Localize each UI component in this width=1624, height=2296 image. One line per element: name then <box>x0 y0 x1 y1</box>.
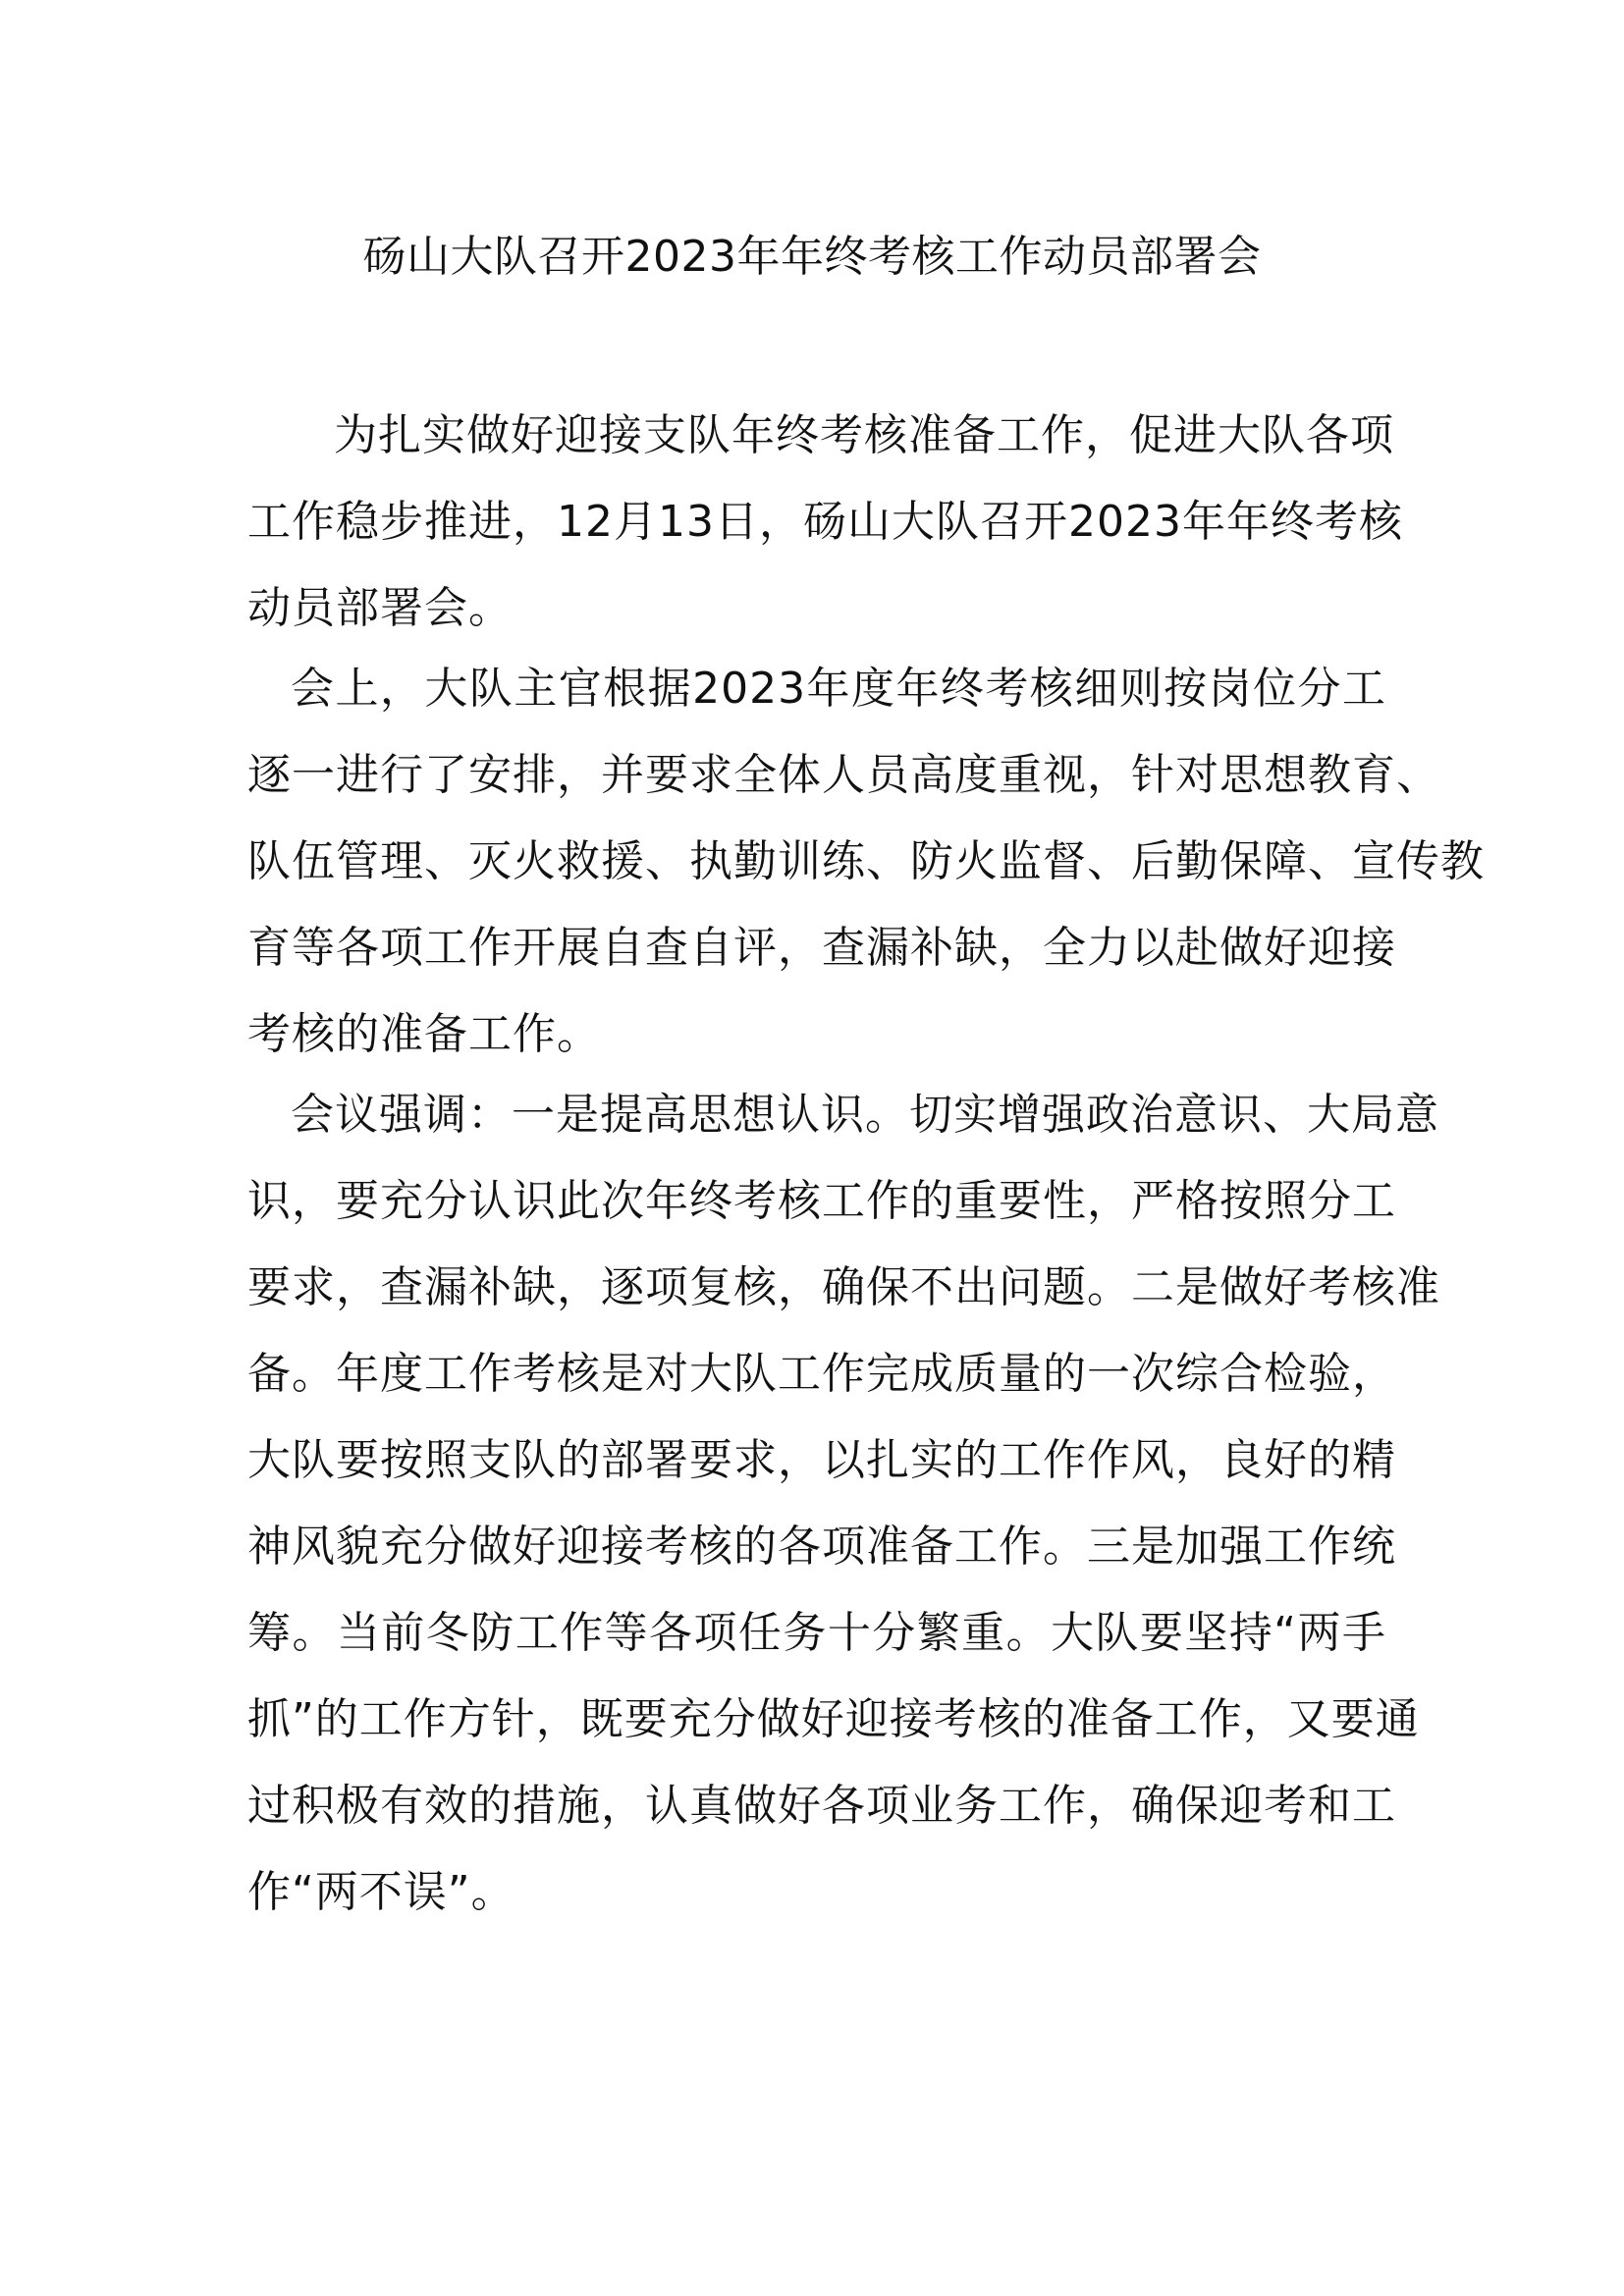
paragraph-2-line-1: 会上，大队主官根据2023年度年终考核细则按岗位分工 <box>291 664 1386 714</box>
paragraph-2-line-3: 队伍管理、灭火救援、执勤训练、防火监督、后勤保障、宣传教 <box>247 836 1485 886</box>
paragraph-3-line-8: 抓”的工作方针，既要充分做好迎接考核的准备工作，又要通 <box>247 1694 1420 1744</box>
paragraph-3-line-6: 神风貌充分做好迎接考核的各项准备工作。三是加强工作统 <box>247 1522 1396 1572</box>
paragraph-3-line-1: 会议强调：一是提高思想认识。切实增强政治意识、大局意 <box>291 1090 1439 1140</box>
paragraph-3-line-5: 大队要按照支队的部署要求，以扎实的工作作风，良好的精 <box>247 1435 1396 1485</box>
paragraph-3-line-10: 作“两不误”。 <box>247 1867 515 1917</box>
paragraph-3-line-9: 过积极有效的措施，认真做好各项业务工作，确保迎考和工 <box>247 1781 1396 1831</box>
document-title: 砀山大队召开2023年年终考核工作动员部署会 <box>362 232 1262 282</box>
paragraph-3-line-4: 备。年度工作考核是对大队工作完成质量的一次综合检验， <box>247 1349 1396 1399</box>
paragraph-1-line-2: 工作稳步推进，12月13日，砀山大队召开2023年年终考核 <box>247 497 1403 547</box>
paragraph-2-line-4: 育等各项工作开展自查自评，查漏补缺，全力以赴做好迎接 <box>247 923 1396 973</box>
paragraph-3-line-3: 要求，查漏补缺，逐项复核，确保不出问题。二是做好考核准 <box>247 1262 1440 1312</box>
paragraph-3-line-2: 识，要充分认识此次年终考核工作的重要性，严格按照分工 <box>247 1176 1396 1226</box>
paragraph-1-line-1: 为扎实做好迎接支队年终考核准备工作，促进大队各项 <box>334 410 1394 460</box>
paragraph-2-line-2: 逐一进行了安排，并要求全体人员高度重视，针对思想教育、 <box>247 750 1440 800</box>
paragraph-1-line-3: 动员部署会。 <box>247 583 513 633</box>
paragraph-3-line-7: 筹。当前冬防工作等各项任务十分繁重。大队要坚持“两手 <box>247 1608 1386 1658</box>
paragraph-2-line-5: 考核的准备工作。 <box>247 1009 601 1059</box>
